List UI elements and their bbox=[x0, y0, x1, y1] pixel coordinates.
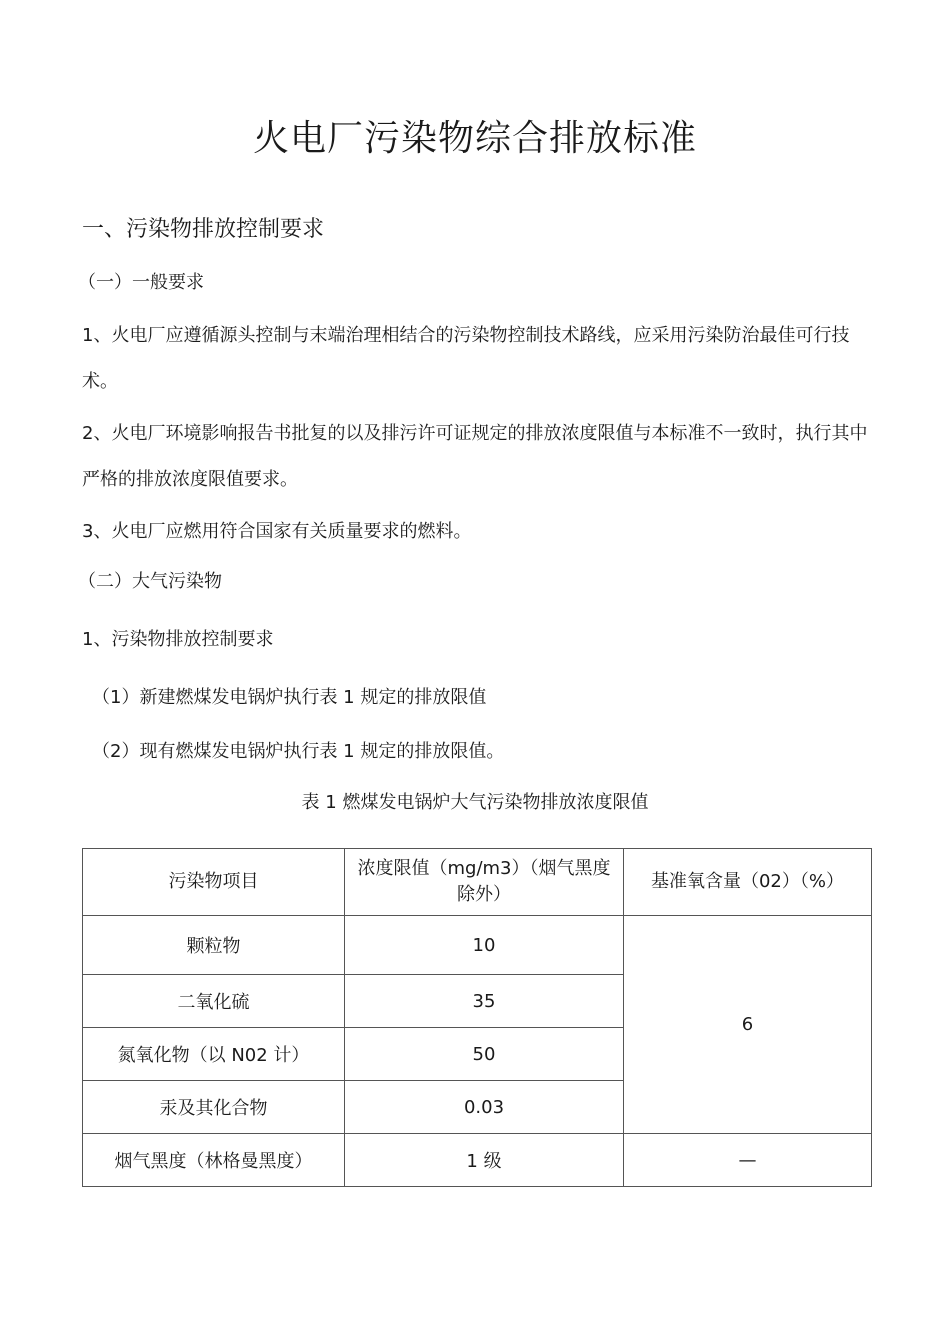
limit-cell: 10 bbox=[345, 916, 624, 975]
section-heading: 一、污染物排放控制要求 bbox=[82, 217, 325, 242]
column-header: 浓度限值（mg/m3）（烟气黑度除外） bbox=[345, 849, 624, 916]
oxygen-cell: 6 bbox=[624, 916, 872, 1134]
subheading-general: （一）一般要求 bbox=[78, 272, 204, 293]
paragraph-4: 1、污染物排放控制要求 bbox=[82, 629, 274, 650]
oxygen-cell: — bbox=[624, 1134, 872, 1187]
paragraph-3: 3、火电厂应燃用符合国家有关质量要求的燃料。 bbox=[82, 521, 472, 542]
column-header: 污染物项目 bbox=[83, 849, 345, 916]
paragraph-1: 1、火电厂应遵循源头控制与末端治理相结合的污染物控制技术路线，应采用污染防治最佳可行技术。 bbox=[82, 325, 850, 392]
list-item-2: （2）现有燃煤发电锅炉执行表 1 规定的排放限值。 bbox=[92, 741, 505, 762]
subheading-air: （二）大气污染物 bbox=[78, 571, 222, 592]
list-item-1: （1）新建燃煤发电锅炉执行表 1 规定的排放限值 bbox=[92, 687, 487, 708]
table-row bbox=[83, 1134, 872, 1187]
limit-cell: 50 bbox=[345, 1028, 624, 1081]
pollutant-cell: 汞及其化合物 bbox=[83, 1081, 345, 1134]
limit-cell: 0.03 bbox=[345, 1081, 624, 1134]
limit-cell: 1 级 bbox=[345, 1134, 624, 1187]
pollutant-cell: 氮氧化物（以 N02 计） bbox=[83, 1028, 345, 1081]
emission-limits-table bbox=[82, 848, 872, 1187]
limit-cell: 35 bbox=[345, 975, 624, 1028]
page-title: 火电厂污染物综合排放标准 bbox=[252, 118, 697, 159]
table-caption: 表 1 燃煤发电锅炉大气污染物排放浓度限值 bbox=[301, 792, 649, 813]
pollutant-cell: 二氧化硫 bbox=[83, 975, 345, 1028]
paragraph-2: 2、火电厂环境影响报告书批复的以及排污许可证规定的排放浓度限值与本标准不一致时，执行其中严格的排放浓度限值要求。 bbox=[82, 423, 868, 490]
pollutant-cell: 颗粒物 bbox=[83, 916, 345, 975]
column-header: 基准氧含量（02）（%） bbox=[624, 849, 872, 916]
table-row bbox=[83, 916, 872, 975]
pollutant-cell: 烟气黑度（林格曼黑度） bbox=[83, 1134, 345, 1187]
